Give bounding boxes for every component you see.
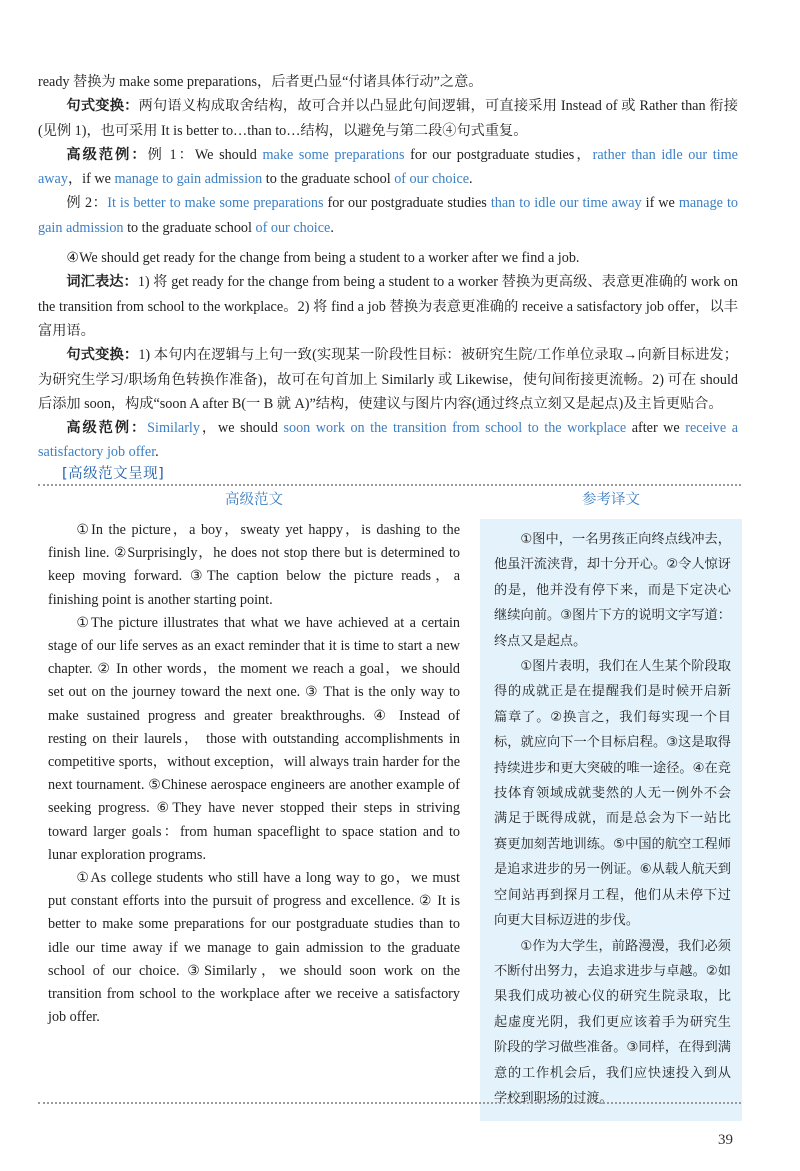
translation-paragraph: ①图片表明，我们在人生某个阶段取得的成就正是在提醒我们是时候开启新篇章了。②换言之，我们每实现一个目标，就应向下一个目标启程。③这是取得持续进步和更大突破的唯一途径。④在竞技体育领域成就斐然的人无一例外不会满足于既得成就，而是总会为下一站比赛更加刻苦地训练。⑤中国的航空工程师是追求进步的另一例证。⑥从载人航天到空间站再到探月工程，他们从未停下过向更大目标迈进的步伐。 — [494, 659, 731, 929]
model-essay-column — [48, 489, 460, 1029]
highlight-phrase: receive a satisfactory job offer — [38, 420, 739, 461]
label-sentence-transform: 句式变换： — [66, 347, 139, 364]
highlight-phrase: rather than idle our time away — [38, 146, 738, 188]
explanation-text: 两句语义构成取舍结构，故可合并以凸显此句间逻辑，可直接采用 Instead of 或 Rather than 衔接(见例 1)，也可采用 It is better to…than to…结构，以避免与第二段④句式重复。 — [38, 98, 738, 139]
highlight-phrase: of our choice — [255, 219, 331, 236]
highlight-phrase: It is better to make some preparations — [107, 195, 324, 212]
essay-paragraph: ①The picture illustrates that what we have achieved at a certain stage of our life serves as an exact reminder that it is time to start a new chapter. ② In other words，the moment we reach a goal，we should set out on the journey toward the next one. ③ That is the only way to make sustained progress and greater breakthroughs. ④ Instead of resting on their laurels， those with outstanding accomplishments in competitive sports，without exception，will always train harder for the next tournament. ⑤Chinese aerospace engineers are another example of seeking progress. ⑥They have never stopped their steps in striving toward larger goals：from human spaceflight to space station and to lunar exploration programs. — [48, 614, 460, 863]
highlight-phrase: Similarly — [147, 420, 200, 437]
explanation-p1: ready 替换为 make some preparations，后者更凸显“付诸具体行动”之意。 — [38, 74, 483, 90]
explanation-text: 1) 将 get ready for the change from being a student to a worker 替换为更高级、表意更准确的 work on the transition from school to the workplace。2) 将 find a job 替换为表意更准确的 receive a satisfactory job offer，以丰富用语。 — [38, 274, 738, 339]
example-text: ，we should — [199, 420, 284, 437]
page-number: 39 — [718, 1132, 733, 1148]
model-essay-body — [48, 519, 460, 1029]
example-text: for our postgraduate studies — [323, 195, 491, 212]
highlight-phrase: manage to gain admission — [114, 171, 263, 188]
dotted-divider-bottom — [38, 1102, 741, 1104]
advanced-example-1 — [38, 143, 738, 192]
highlight-phrase: manage to gain admission — [38, 195, 738, 236]
sentence-transform-1 — [38, 94, 738, 143]
advanced-example-3 — [38, 416, 738, 465]
example-text: ，if we — [67, 171, 115, 188]
essay-paragraph: ①As college students who still have a long way to go，we must put constant efforts into the pursuit of progress and excellence. ② It is better to make some preparations for our postgraduate studies than to idle our time away if we manage to gain admission to the graduate school of our choice. ③Similarly，we should soon work on the transition from school to the workplace after we receive a satisfactory job offer. — [48, 870, 460, 1026]
highlight-phrase: of our choice — [394, 171, 470, 188]
sentence-transform-2 — [38, 343, 738, 416]
translation-box — [480, 519, 742, 1121]
example-text: . — [155, 444, 159, 461]
essay-paragraph: ①In the picture，a boy，sweaty yet happy，is dashing to the finish line. ②Surprisingly，he does not stop there but is determined to keep moving forward. ③The caption below the picture reads，a finishing point is another starting point. — [48, 522, 460, 608]
example-text: if we — [641, 195, 679, 212]
explanation-section — [38, 70, 738, 465]
dotted-divider-top — [38, 484, 741, 486]
translation-column — [480, 489, 742, 1121]
label-vocabulary: 词汇表达： — [66, 274, 138, 291]
example-text: 例 2： — [66, 195, 108, 212]
section-banner: [高级范文呈现] — [62, 466, 165, 482]
highlight-phrase: than to idle our time away — [490, 195, 642, 212]
highlight-phrase: make some preparations — [262, 146, 405, 163]
example-text: . — [469, 171, 473, 188]
translation-title: 参考译文 — [582, 492, 640, 508]
explanation-text: 1) 本句内在逻辑与上句一致(实现某一阶段性目标：被研究生院/工作单位录取→向新目标进发；为研究生学习/职场角色转换作准备)，故可在句首加上 Similarly 或 Likewise，使句间衔接更流畅。2) 可在 should 后添加 soon，构成“soon A after B(一 B 就 A)”结构，使建议与图片内容(通过终点立刻又是起点)及主旨更贴合。 — [38, 347, 738, 412]
example-text: to the graduate school — [123, 219, 256, 236]
translation-paragraph: ①图中，一名男孩正向终点线冲去，他虽汗流浃背，却十分开心。②令人惊讶的是，他并没有停下来，而是下定决心继续向前。③图片下方的说明文字写道：终点又是起点。 — [494, 532, 731, 649]
example-text: to the graduate school — [262, 171, 395, 188]
example-text: . — [330, 219, 334, 236]
advanced-example-2 — [38, 191, 738, 240]
original-sentence-4: ④We should get ready for the change from being a student to a worker after we find a job. — [66, 250, 580, 267]
example-text: 例 1：We should — [147, 146, 263, 163]
label-advanced-example: 高级范例： — [66, 146, 148, 163]
label-sentence-transform: 句式变换： — [66, 98, 139, 115]
model-essay-title: 高级范文 — [225, 492, 283, 508]
translation-paragraph: ①作为大学生，前路漫漫，我们必须不断付出努力，去追求进步与卓越。②如果我们成功被心仪的研究生院录取，比起虚度光阴，我们更应该着手为研究生阶段的学习做些准备。③同样，在得到满意的工作机会后，我们应快速投入到从学校到职场的过渡。 — [494, 938, 731, 1106]
example-text: after we — [626, 420, 686, 437]
highlight-phrase: soon work on the transition from school to the workplace — [283, 420, 627, 437]
example-text: for our postgraduate studies， — [404, 146, 593, 163]
label-advanced-example: 高级范例： — [66, 420, 148, 437]
vocabulary-expression — [38, 270, 738, 343]
